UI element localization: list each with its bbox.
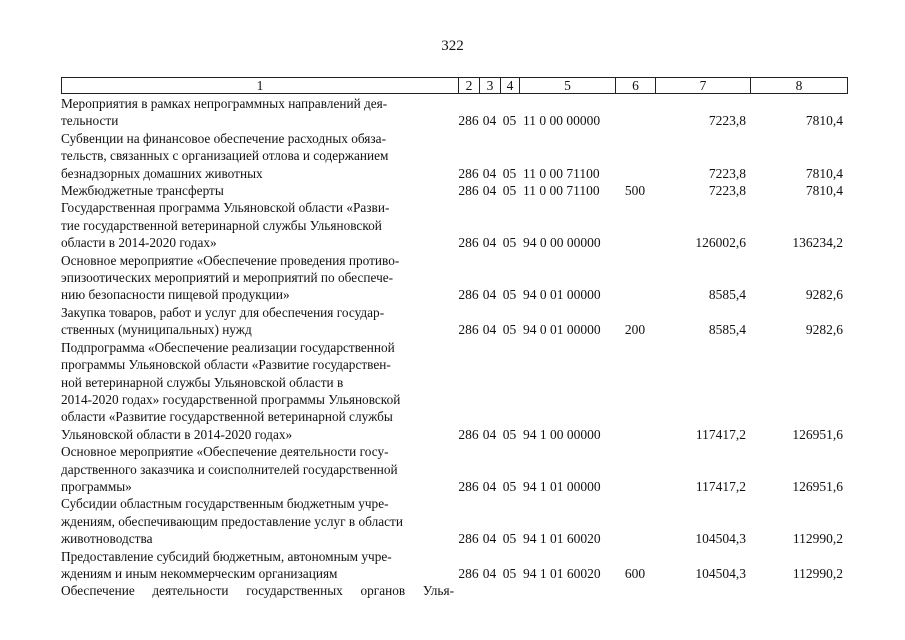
cell-name [61, 304, 458, 339]
cell-amount-col8 [750, 582, 847, 599]
cell-vr [615, 495, 655, 547]
column-number: 2 [459, 78, 480, 94]
cell-gr: 286 [458, 531, 479, 547]
cell-name [61, 582, 458, 599]
name-line: дарственного заказчика и соисполнителей государственной [61, 461, 398, 477]
cell-vr [615, 582, 655, 599]
table-row [61, 304, 847, 339]
cell-rz: 04 [482, 183, 497, 199]
cell-csr: 11 0 00 00000 [523, 113, 601, 129]
cell-name [61, 443, 458, 495]
cell-rz: 04 [482, 426, 497, 442]
name-line: Основное мероприятие «Обеспечение деятельности госу- [61, 444, 389, 460]
name-line: тие государственной ветеринарной службы Ульяновской [61, 217, 382, 233]
table-row [61, 252, 847, 304]
name-line: тельств, связанных с организацией отлова и содержанием [61, 148, 389, 164]
table-row [61, 548, 847, 583]
cell-csr: 94 0 00 00000 [523, 235, 601, 251]
cell-pr: 05 [502, 531, 517, 547]
column-number: 6 [616, 78, 656, 94]
column-numbers-row [62, 78, 848, 94]
name-line: Предоставление субсидий бюджетным, автономным учре- [61, 548, 392, 564]
cell-amount-col7: 117417,2 [695, 426, 746, 442]
cell-name [61, 95, 458, 130]
cell-amount-col8: 9282,6 [805, 287, 843, 303]
cell-vr [615, 130, 655, 182]
name-line: эпизоотических мероприятий и мероприятий по обеспече- [61, 270, 394, 286]
cell-amount-col7: 7223,8 [708, 165, 746, 181]
cell-pr: 05 [502, 287, 517, 303]
name-line: Обеспечение деятельности государственных органов Улья- [61, 583, 454, 599]
name-line: ждениям и иным некоммерческим организациям [61, 565, 338, 581]
table-row [61, 495, 847, 547]
cell-gr: 286 [458, 322, 479, 338]
name-line: 2014-2020 годах» государственной программы Ульяновской [61, 391, 401, 407]
table-row [61, 443, 847, 495]
name-line: Межбюджетные трансферты [61, 183, 224, 199]
cell-rz: 04 [482, 287, 497, 303]
cell-gr: 286 [458, 235, 479, 251]
cell-vr: 500 [624, 183, 646, 199]
cell-amount-col7: 8585,4 [708, 322, 746, 338]
cell-csr: 94 0 01 00000 [523, 322, 601, 338]
column-number: 3 [480, 78, 501, 94]
column-number: 5 [520, 78, 616, 94]
name-line: Подпрограмма «Обеспечение реализации государственной [61, 339, 395, 355]
cell-vr [615, 443, 655, 495]
cell-name [61, 548, 458, 583]
table-row [61, 182, 847, 199]
cell-pr [500, 582, 519, 599]
cell-name [61, 182, 458, 199]
cell-amount-col8: 7810,4 [805, 113, 843, 129]
name-line: области в 2014-2020 годах» [61, 235, 217, 251]
name-line: безнадзорных домашних животных [61, 165, 263, 181]
cell-pr: 05 [502, 426, 517, 442]
cell-amount-col8: 136234,2 [792, 235, 843, 251]
cell-amount-col7: 8585,4 [708, 287, 746, 303]
cell-amount-col8: 7810,4 [805, 165, 843, 181]
cell-rz: 04 [482, 235, 497, 251]
cell-amount-col8: 112990,2 [792, 565, 843, 581]
column-number: 1 [62, 78, 459, 94]
column-number: 7 [656, 78, 751, 94]
cell-vr [615, 339, 655, 443]
name-line: области «Развитие государственной ветеринарной службы [61, 409, 393, 425]
column-number: 8 [751, 78, 848, 94]
cell-amount-col8: 126951,6 [792, 478, 843, 494]
cell-vr: 200 [624, 322, 646, 338]
cell-gr [458, 582, 479, 599]
cell-name [61, 339, 458, 443]
cell-amount-col8: 126951,6 [792, 426, 843, 442]
cell-pr: 05 [502, 322, 517, 338]
cell-pr: 05 [502, 165, 517, 181]
name-line: нию безопасности пищевой продукции» [61, 287, 290, 303]
cell-pr: 05 [502, 235, 517, 251]
cell-gr: 286 [458, 426, 479, 442]
name-line: Мероприятия в рамках непрограммных направлений дея- [61, 96, 388, 111]
cell-gr: 286 [458, 565, 479, 581]
cell-csr: 94 1 00 00000 [523, 426, 601, 442]
cell-amount-col7 [655, 582, 750, 599]
name-line: животноводства [61, 531, 153, 547]
name-line: Ульяновской области в 2014-2020 годах» [61, 426, 293, 442]
cell-rz [479, 582, 500, 599]
cell-amount-col7: 104504,3 [695, 531, 746, 547]
cell-amount-col8: 9282,6 [805, 322, 843, 338]
table-row [61, 95, 847, 130]
page-number: 322 [441, 38, 464, 54]
cell-rz: 04 [482, 322, 497, 338]
cell-csr: 94 1 01 00000 [523, 478, 601, 494]
table-row [61, 199, 847, 251]
name-line: ждениям, обеспечивающим предоставление услуг в области [61, 513, 403, 529]
cell-amount-col7: 104504,3 [695, 565, 746, 581]
cell-pr: 05 [502, 183, 517, 199]
cell-amount-col8: 7810,4 [805, 183, 843, 199]
table-row [61, 582, 847, 599]
cell-amount-col7: 7223,8 [708, 183, 746, 199]
cell-vr [615, 199, 655, 251]
cell-name [61, 199, 458, 251]
column-number: 4 [501, 78, 520, 94]
cell-name [61, 252, 458, 304]
name-line: Субвенции на финансовое обеспечение расходных обяза- [61, 130, 387, 146]
cell-rz: 04 [482, 478, 497, 494]
budget-table [61, 95, 847, 600]
cell-name [61, 130, 458, 182]
name-line: программы» [61, 478, 132, 494]
cell-amount-col7: 126002,6 [695, 235, 746, 251]
name-line: тельности [61, 113, 119, 129]
cell-csr: 94 0 01 00000 [523, 287, 601, 303]
cell-vr [615, 252, 655, 304]
name-line: ственных (муниципальных) нужд [61, 322, 252, 338]
cell-pr: 05 [502, 478, 517, 494]
cell-rz: 04 [482, 165, 497, 181]
cell-amount-col7: 117417,2 [695, 478, 746, 494]
cell-amount-col7: 7223,8 [708, 113, 746, 129]
cell-gr: 286 [458, 183, 479, 199]
name-line: Государственная программа Ульяновской области «Разви- [61, 200, 390, 216]
cell-amount-col8: 112990,2 [792, 531, 843, 547]
cell-csr: 11 0 00 71100 [523, 183, 600, 199]
table-row [61, 130, 847, 182]
table-header [61, 77, 848, 94]
cell-name [61, 495, 458, 547]
cell-rz: 04 [482, 531, 497, 547]
cell-vr [615, 95, 655, 130]
cell-csr: 94 1 01 60020 [523, 531, 601, 547]
cell-gr: 286 [458, 113, 479, 129]
name-line: Закупка товаров, работ и услуг для обеспечения государ- [61, 304, 385, 320]
name-line: ной ветеринарной службы Ульяновской области в [61, 374, 344, 390]
name-line: Субсидии областным государственным бюджетным учре- [61, 496, 389, 512]
cell-gr: 286 [458, 478, 479, 494]
cell-rz: 04 [482, 113, 497, 129]
name-line: программы Ульяновской области «Развитие государствен- [61, 357, 391, 373]
cell-csr [519, 582, 615, 599]
cell-rz: 04 [482, 565, 497, 581]
cell-csr: 11 0 00 71100 [523, 165, 600, 181]
cell-pr: 05 [502, 113, 517, 129]
cell-gr: 286 [458, 287, 479, 303]
table-row [61, 339, 847, 443]
cell-csr: 94 1 01 60020 [523, 565, 601, 581]
name-line: Основное мероприятие «Обеспечение проведения противо- [61, 252, 400, 268]
cell-gr: 286 [458, 165, 479, 181]
cell-pr: 05 [502, 565, 517, 581]
cell-vr: 600 [624, 565, 646, 581]
